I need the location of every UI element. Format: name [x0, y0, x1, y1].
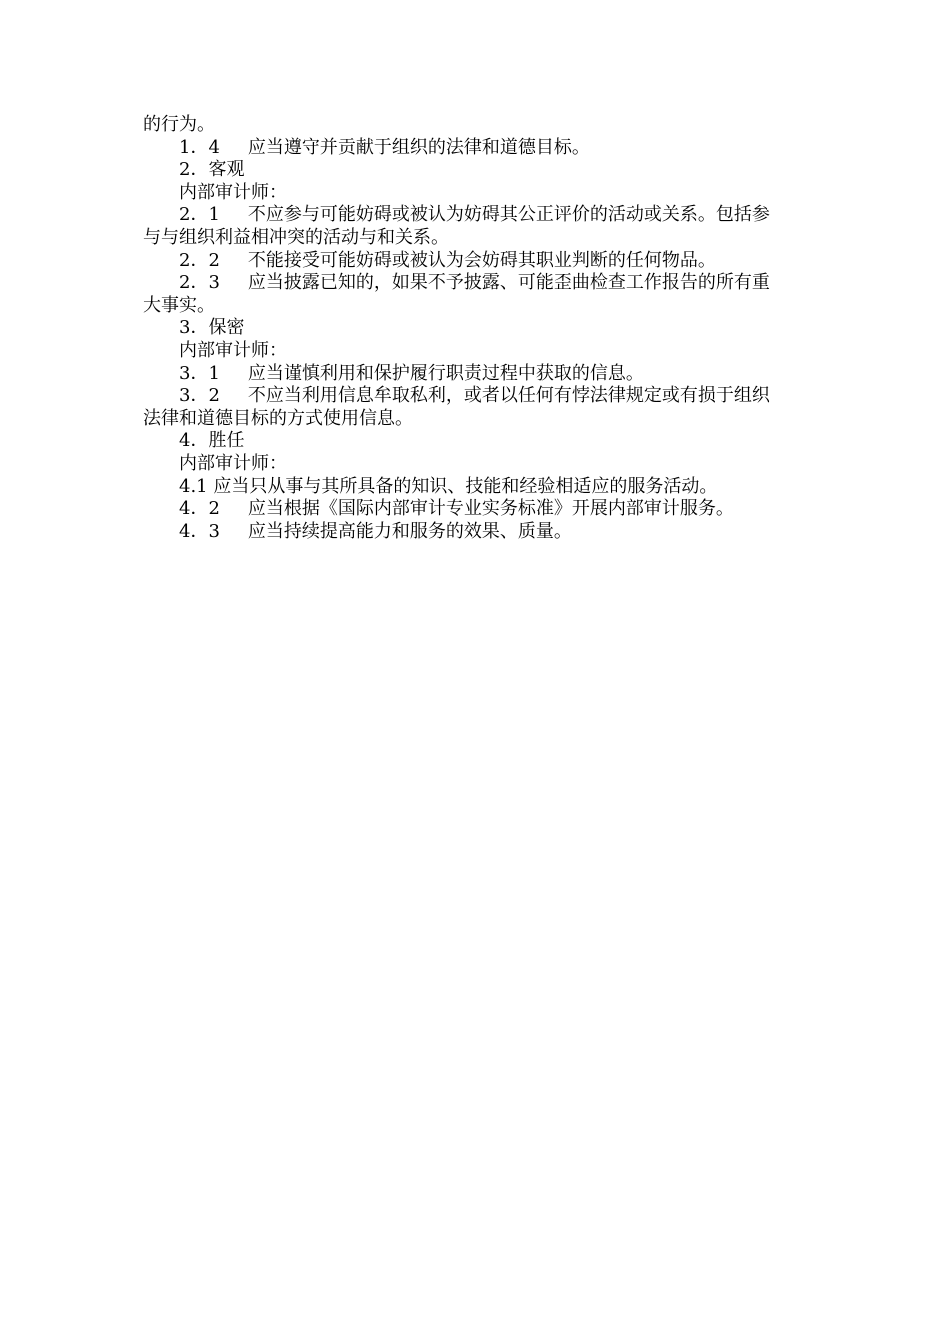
clause-line [143, 272, 809, 295]
subject-text: 内部审计师： [179, 339, 287, 361]
clause-text: 不能接受可能妨碍或被认为会妨碍其职业判断的任何物品。 [247, 249, 716, 271]
subject-line [143, 340, 809, 363]
clause-number: 3．1 [179, 362, 220, 384]
clause-text: 应当遵守并贡献于组织的法律和道德目标。 [247, 136, 590, 158]
clause-line [143, 204, 809, 227]
clause-line [143, 137, 809, 160]
clause-text: 应当谨慎利用和保护履行职责过程中获取的信息。 [247, 362, 644, 384]
clause-line [143, 250, 809, 273]
clause-text: 不应参与可能妨碍或被认为妨碍其公正评价的活动或关系。包括参 [247, 204, 770, 226]
section-heading-text: 2．客观 [179, 159, 245, 181]
clause-text: 应当持续提高能力和服务的效果、质量。 [247, 520, 572, 542]
clause-text: 应当根据《国际内部审计专业实务标准》开展内部审计服务。 [247, 498, 734, 520]
clause-text: 4.1 应当只从事与其所具备的知识、技能和经验相适应的服务活动。 [179, 475, 718, 497]
continuation-line [143, 295, 809, 318]
section-heading-text: 3．保密 [179, 317, 245, 339]
clause-number: 3．2 [179, 385, 220, 407]
clause-line [143, 363, 809, 386]
clause-number: 4．3 [179, 520, 220, 542]
clause-number: 2．2 [179, 249, 220, 271]
clause-number: 2．1 [179, 204, 220, 226]
continuation-text: 大事实。 [143, 294, 215, 316]
section-heading [143, 317, 809, 340]
continuation-line [143, 227, 809, 250]
text-line [143, 114, 809, 137]
clause-text: 不应当利用信息牟取私利，或者以任何有悖法律规定或有损于组织 [247, 385, 770, 407]
clause-number: 2．3 [179, 272, 220, 294]
clause-line [143, 521, 809, 544]
continuation-text: 与与组织利益相冲突的活动与和关系。 [143, 226, 449, 248]
clause-line [143, 476, 809, 499]
continuation-line [143, 408, 809, 431]
subject-text: 内部审计师： [179, 452, 287, 474]
document-body [143, 114, 809, 543]
subject-line [143, 182, 809, 205]
line-text: 的行为。 [143, 114, 215, 135]
clause-text: 应当披露已知的，如果不予披露、可能歪曲检查工作报告的所有重 [247, 272, 770, 294]
section-heading [143, 430, 809, 453]
section-heading [143, 159, 809, 182]
subject-line [143, 453, 809, 476]
section-heading-text: 4．胜任 [179, 430, 245, 452]
clause-line [143, 498, 809, 521]
subject-text: 内部审计师： [179, 181, 287, 203]
continuation-text: 法律和道德目标的方式使用信息。 [143, 407, 413, 429]
clause-line [143, 385, 809, 408]
clause-number: 4．2 [179, 498, 220, 520]
clause-number: 1．4 [179, 136, 220, 158]
